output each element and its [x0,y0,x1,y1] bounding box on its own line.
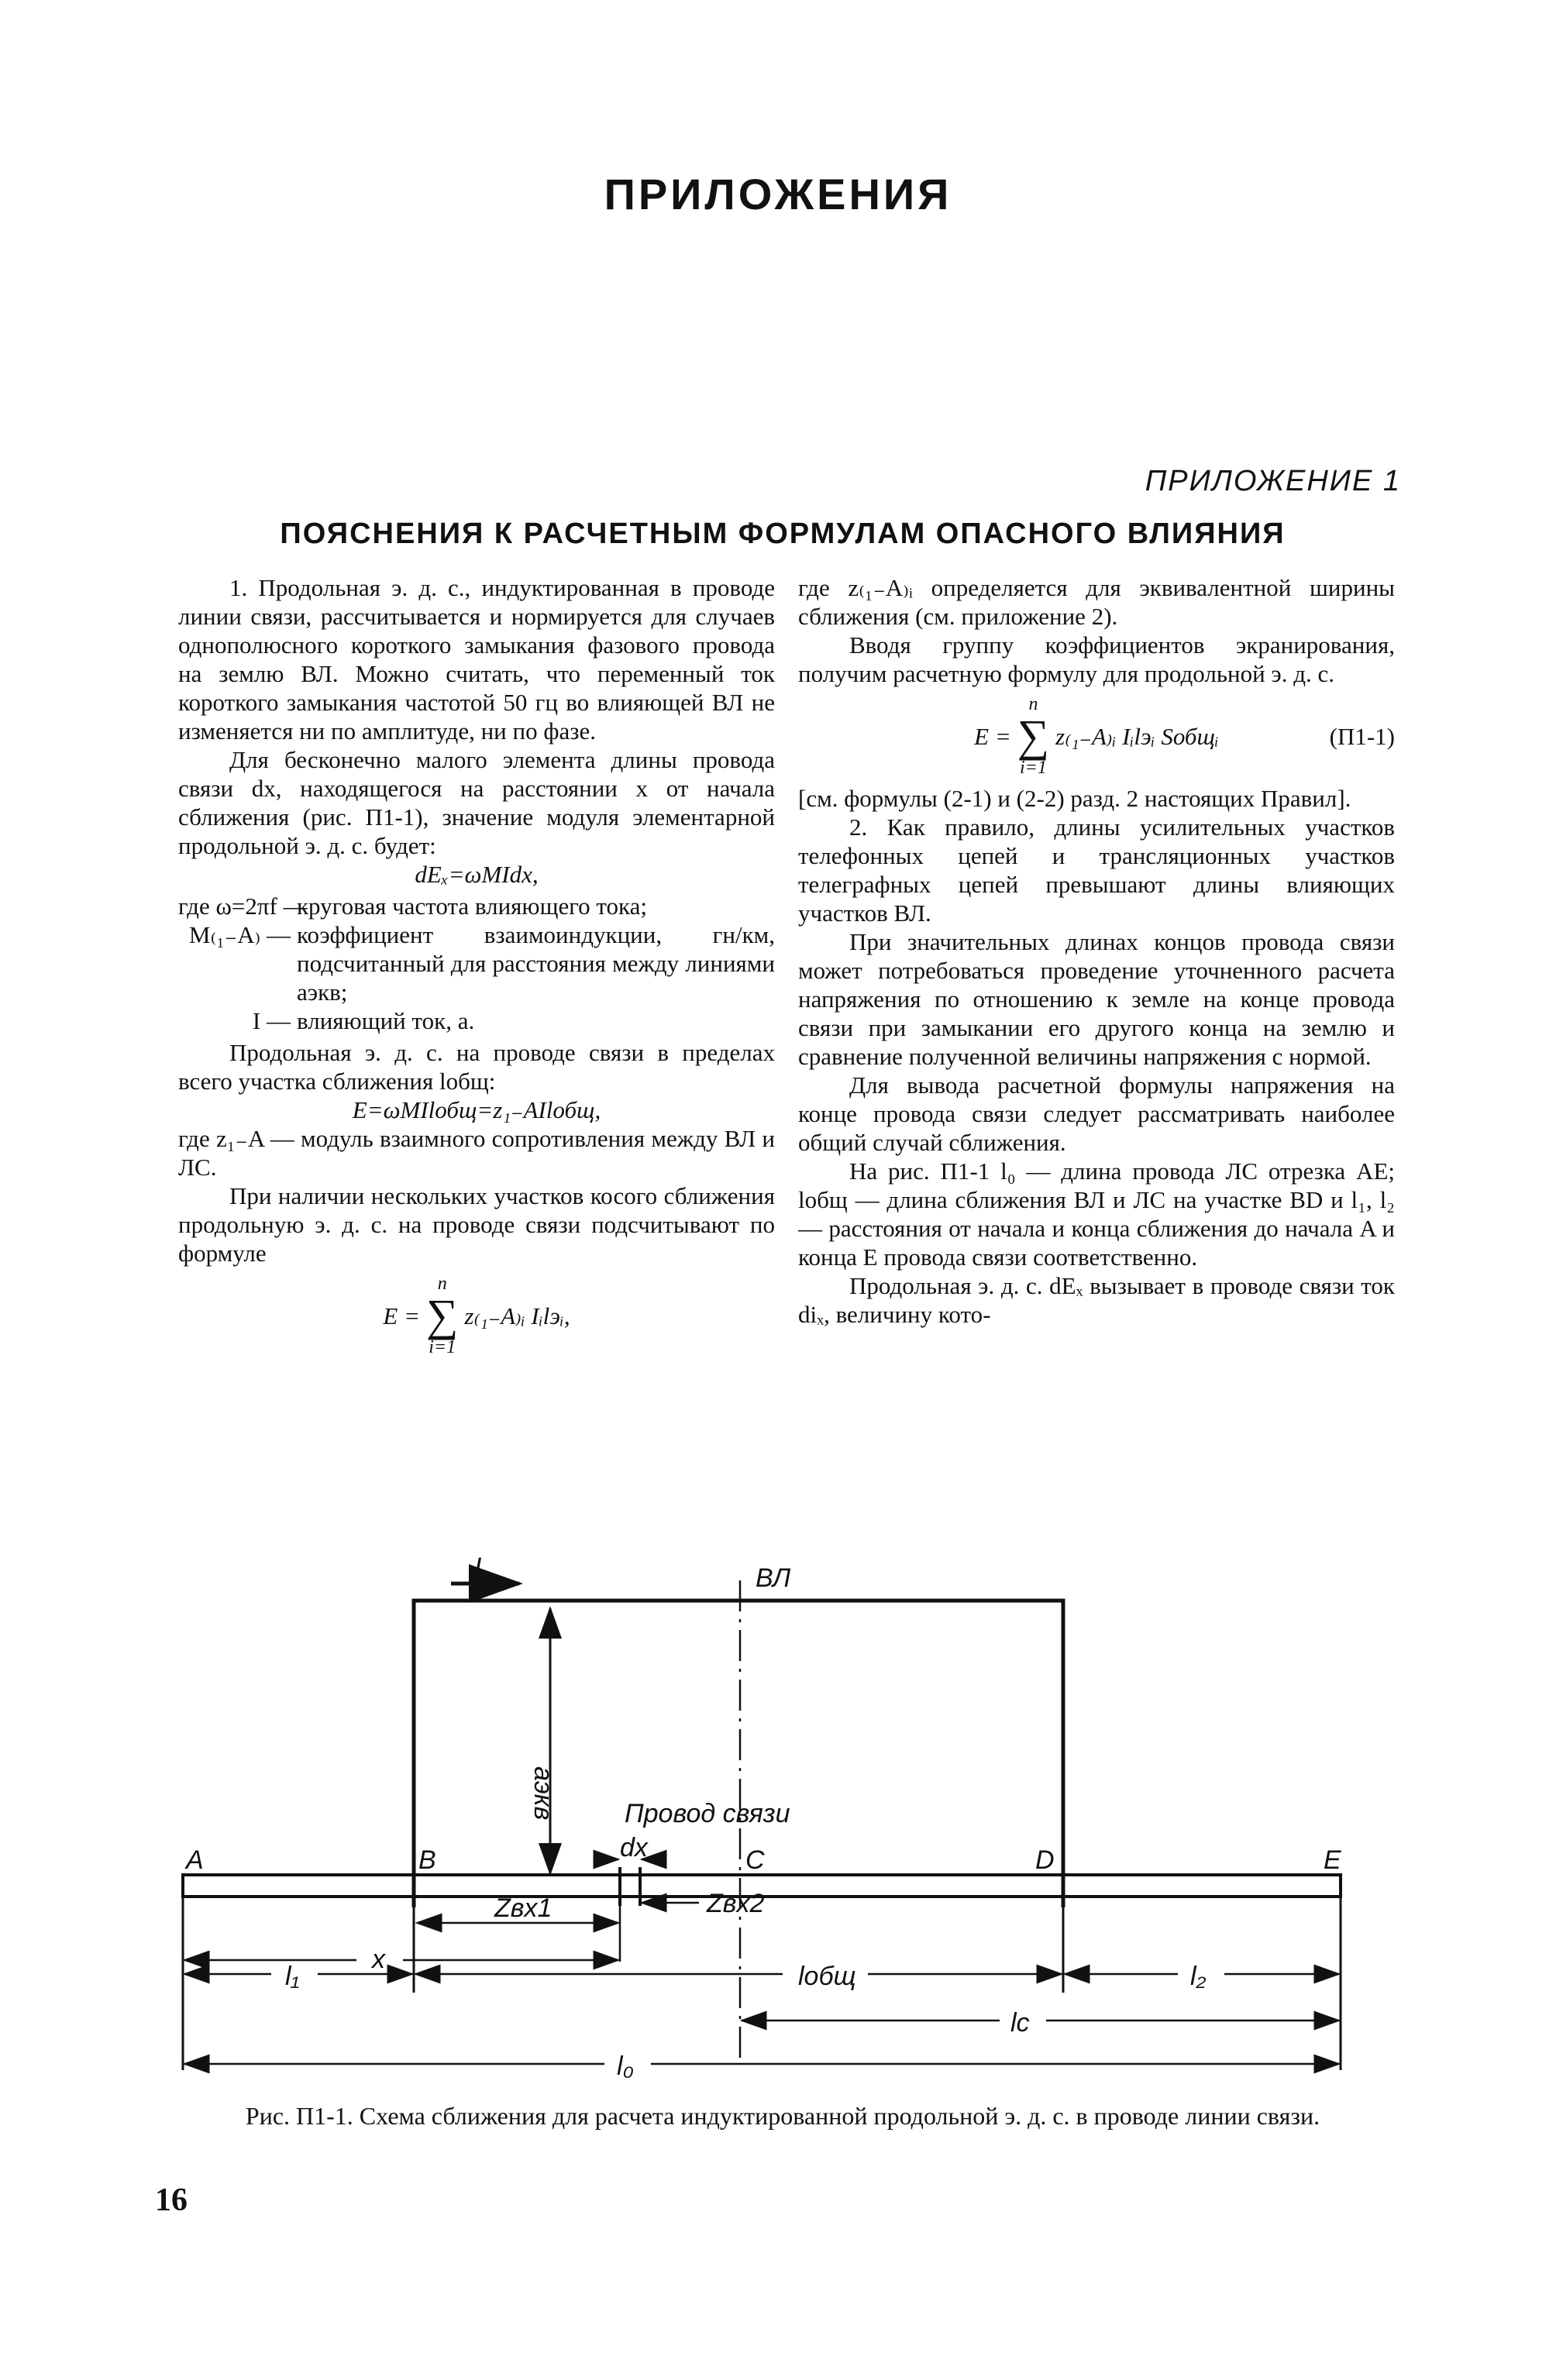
right-column [798,573,1395,1329]
sigma-upper: n [437,1274,447,1294]
label-point-E: E [1324,1845,1341,1875]
definition-key: где ω=2πf — [178,892,308,920]
left-paragraph-5: При наличии нескольких участков косого сближения продольную э. д. с. на проводе связи подсчитывают по формуле [178,1182,775,1267]
appendix-label: ПРИЛОЖЕНИЕ 1 [1145,465,1401,497]
label-communication-wire: Провод связи [625,1799,790,1828]
label-x: x [372,1945,385,1974]
left-paragraph-4: где z₁₋A — модуль взаимного сопротивления между ВЛ и ЛС. [178,1125,775,1181]
right-paragraph-5: При значительных длинах концов провода связи может потребоваться проведение уточненного расчета напряжения по отношению к земле на конце провода связи при замыкании его другого конца на землю и сравнение полученной величины напряжения с нормой. [798,928,1395,1070]
label-lobsh: lобщ [798,1962,856,1991]
definition-value: влияющий ток, а. [297,1007,475,1034]
label-zvx1: Zвх1 [494,1893,553,1923]
definition-list [178,892,775,1035]
power-line [414,1601,1063,1907]
label-point-C: C [745,1845,765,1875]
right-paragraph-6: Для вывода расчетной формулы напряжения на конце провода связи следует рассматривать наиболее общий случай сближения. [798,1071,1395,1156]
right-paragraph-7: На рис. П1-1 l₀ — длина провода ЛС отрезка AE; lобщ — длина сближения ВЛ и ЛС на участке BD и l₁, l₂ — расстояния от начала и конца сближения до начала A и конца E провода связи соответственно. [798,1157,1395,1271]
sum-formula-1 [178,1274,775,1357]
definition-value: коэффициент взаимоиндукции, гн/км, подсчитанный для расстояния между линиями aэкв; [297,921,775,1006]
label-point-A: A [186,1845,204,1875]
equation-number: (П1-1) [1329,722,1395,750]
label-power-line: ВЛ [756,1563,791,1593]
sigma-lower: i=1 [1020,758,1047,778]
approach-diagram [0,1549,1556,2092]
sum-lhs: E = [974,722,1011,750]
section-title: ПОЯСНЕНИЯ К РАСЧЕТНЫМ ФОРМУЛАМ ОПАСНОГО ВЛИЯНИЯ [280,518,1286,550]
label-l1: l₁ [285,1962,300,1991]
page-number: 16 [155,2182,188,2218]
right-paragraph-3: [см. формулы (2-1) и (2-2) разд. 2 настоящих Правил]. [798,785,1351,812]
label-aekv: aэкв [528,1766,558,1821]
sum-rhs: z₍₁₋A₎ᵢ Iᵢlэᵢ Sобщᵢ [1055,722,1219,750]
sigma-sign: ∑ [1017,710,1050,761]
sigma-sign: ∑ [426,1290,459,1340]
definition-value: круговая частота влияющего тока; [297,892,647,920]
right-paragraph-4: 2. Как правило, длины усилительных участков телефонных цепей и трансляционных участков телеграфных цепей превышают длины влияющих участков ВЛ. [798,813,1395,927]
definition-key: M₍₁₋A₎ — [188,921,291,948]
label-point-D: D [1035,1845,1055,1875]
page-title: ПРИЛОЖЕНИЯ [604,170,952,218]
sigma-upper: n [1028,694,1038,714]
definition-item [178,892,775,920]
sigma-symbol [426,1274,458,1357]
right-paragraph-8: Продольная э. д. с. dEₓ вызывает в проводе связи ток diₓ, величину кото- [798,1272,1395,1328]
left-paragraph-3: Продольная э. д. с. на проводе связи в пределах всего участка сближения lобщ: [178,1039,775,1095]
label-point-B: B [418,1845,436,1875]
right-paragraph-1: где z₍₁₋A₎ᵢ определяется для эквивалентной ширины сближения (см. приложение 2). [798,574,1395,630]
formula-dEx: dEₓ=ωMIdx, [415,861,539,888]
left-paragraph-2: Для бесконечно малого элемента длины провода связи dx, находящегося на расстоянии x от начала сближения (рис. П1-1), значение модуля элементарной продольной э. д. с. будет: [178,746,775,859]
right-paragraph-2: Вводя группу коэффициентов экранирования, получим расчетную формулу для продольной э. д. с. [798,631,1395,687]
figure-caption: Рис. П1-1. Схема сближения для расчета индуктированной продольной э. д. с. в проводе линии связи. [245,2102,1320,2130]
label-lc: lc [1010,2008,1030,2038]
definition-item [178,1006,775,1035]
definition-item [178,920,775,1006]
label-l2: l₂ [1190,1962,1207,1991]
sum-formula-2 [798,694,1395,778]
sum-rhs: z₍₁₋A₎ᵢ Iᵢlэᵢ, [464,1302,570,1329]
sigma-symbol [1017,694,1049,778]
label-l0: l₀ [617,2052,634,2081]
sum-lhs: E = [383,1302,421,1329]
sigma-lower: i=1 [429,1337,456,1357]
label-zvx2: Zвх2 [707,1889,765,1918]
label-dx: dx [620,1833,648,1862]
definition-key: I — [252,1007,291,1034]
label-current: I [474,1553,482,1582]
formula-E: E=ωMIlобщ=z₁₋AIlобщ, [352,1096,601,1123]
left-paragraph-1: 1. Продольная э. д. с., индуктированная в проводе линии связи, рассчитывается и нормируется для случаев однополюсного короткого замыкания фазового провода на землю ВЛ. Можно считать, что переменный ток короткого замыкания частотой 50 гц во влияющей ВЛ не изменяется ни по амплитуде, ни по фазе. [178,574,775,745]
left-column [178,573,775,1364]
